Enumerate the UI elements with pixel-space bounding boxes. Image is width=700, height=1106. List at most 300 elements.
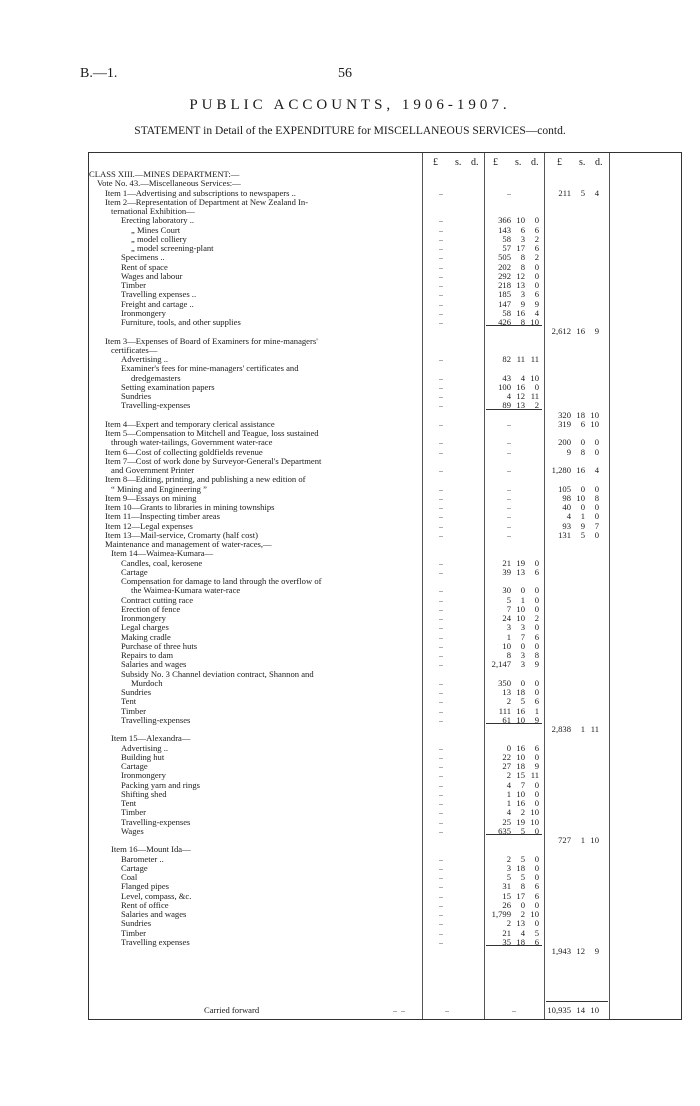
leader-dots: .. (439, 622, 443, 632)
amount-pence: 0 (534, 825, 539, 836)
leader-dots: .. (439, 465, 443, 474)
row-label: Ironmongery (121, 770, 166, 781)
amount-pounds: 43 (502, 372, 511, 383)
row-label: Ironmongery (121, 307, 166, 318)
amount-pence: 4 (594, 187, 599, 198)
row-label: Timber (121, 807, 146, 818)
amount-pounds: 57 (502, 243, 511, 253)
amount-pounds: 10,935 (547, 1005, 571, 1015)
subtotal-rule (486, 723, 542, 724)
row-label: Advertising .. (121, 742, 169, 753)
carried-forward-row (89, 1005, 683, 1015)
amount-pence: 2 (534, 252, 539, 263)
row-label: Flanged pipes (121, 881, 169, 892)
amount-pence: 4 (534, 307, 539, 318)
leader-dots: .. .. (393, 1005, 405, 1014)
amount-shillings: 18 (516, 761, 525, 771)
amount-shillings: 16 (576, 465, 585, 475)
amount-pence: 10 (530, 816, 539, 827)
row-label: Timber (121, 927, 146, 938)
row-label: Sundries (121, 687, 152, 697)
amount-pence: 0 (594, 483, 599, 494)
row-label: Specimens .. (121, 252, 165, 263)
amount-shillings: 0 (580, 437, 585, 448)
leader-dots: .. (439, 918, 443, 928)
row-label: Barometer .. (121, 853, 164, 864)
amount-shillings: 0 (520, 640, 525, 651)
row-label: Building hut (121, 751, 165, 762)
row-label: and Government Printer (111, 465, 195, 475)
amount-shillings: 10 (576, 492, 585, 503)
row-label: CLASS XIII.—MINES DEPARTMENT:— (89, 169, 240, 179)
leader-dots: .. (507, 520, 511, 530)
statement-subtitle: STATEMENT in Detail of the EXPENDITURE for MISCELLANEOUS SERVICES—contd. (134, 125, 566, 137)
row-label: Item 16—Mount Ida— (111, 844, 191, 855)
amount-pence: 0 (534, 603, 539, 614)
leader-dots: .. (439, 437, 443, 447)
leader-dots: .. (439, 418, 443, 428)
amount-pence: 9 (534, 761, 539, 771)
amount-pounds: 185 (498, 289, 511, 300)
amount-pounds: 15 (502, 890, 511, 901)
row-label: Erecting laboratory .. (121, 215, 195, 226)
leader-dots: .. (439, 640, 443, 650)
amount-pence: 6 (534, 890, 539, 901)
leader-dots: .. (439, 511, 443, 521)
row-label: Travelling expenses (121, 936, 190, 947)
amount-shillings: 3 (520, 233, 525, 244)
leader-dots: .. (439, 687, 443, 696)
amount-pence: 2 (534, 233, 539, 244)
row-label: Compensation for damage to land through the overflow of (121, 576, 322, 586)
leader-dots: .. (507, 529, 511, 539)
subtotal-rule (486, 834, 542, 835)
amount-pounds: 1,943 (551, 946, 571, 956)
amount-pounds: 24 (502, 613, 511, 623)
amount-shillings: 16 (516, 742, 525, 753)
leader-dots: .. (439, 354, 443, 363)
row-label: Item 2—Representation of Department at New Zealand In- (105, 196, 309, 207)
leader-dots: .. (439, 557, 443, 567)
amount-pounds: 21 (502, 927, 511, 938)
leader-dots: .. (507, 437, 511, 447)
amount-pounds: 2,147 (491, 659, 511, 670)
amount-pence: 10 (590, 1005, 599, 1015)
leader-dots: .. (439, 825, 443, 835)
amount-pence: 0 (534, 280, 539, 290)
amount-pounds: 89 (502, 400, 511, 411)
amount-pounds: 147 (498, 298, 511, 309)
amount-pence: 10 (590, 418, 599, 429)
amount-pence: 5 (534, 927, 539, 938)
row-label: Cartage (121, 566, 148, 577)
amount-pence: 10 (590, 409, 599, 420)
leader-dots: .. (512, 1005, 516, 1014)
amount-pence: 9 (534, 714, 539, 725)
row-label: Item 14—Waimea-Kumara— (111, 548, 214, 559)
amount-pence: 0 (534, 687, 539, 697)
row-label: Freight and cartage .. (121, 298, 194, 309)
leader-dots: .. (507, 446, 511, 456)
leader-dots: .. (507, 465, 511, 474)
amount-shillings: 8 (520, 317, 525, 327)
amount-shillings: 8 (580, 446, 585, 457)
amount-shillings: 13 (516, 566, 525, 577)
row-label: Level, compass, &c. (121, 890, 192, 901)
amount-pence: 6 (534, 566, 539, 577)
leader-dots: .. (439, 483, 443, 493)
amount-pence: 0 (594, 437, 599, 448)
leader-dots: .. (439, 252, 443, 262)
amount-pence: 6 (534, 881, 539, 892)
row-label: Timber (121, 705, 146, 716)
leader-dots: .. (439, 631, 443, 641)
amount-pounds: 30 (502, 585, 511, 596)
amount-shillings: 1 (520, 594, 525, 605)
amount-shillings: 7 (520, 631, 525, 642)
amount-pounds: 319 (558, 418, 571, 429)
row-label: Item 4—Expert and temporary clerical assistance (105, 418, 275, 429)
amount-shillings: 11 (516, 354, 525, 364)
amount-pounds: 8 (506, 650, 511, 660)
leader-dots: .. (439, 742, 443, 752)
amount-shillings: 6 (580, 418, 585, 429)
row-label: Item 10—Grants to libraries in mining townships (105, 502, 275, 512)
row-label: certificates— (111, 344, 158, 355)
amount-pounds: 292 (498, 270, 511, 281)
expenditure-table (88, 152, 682, 1020)
amount-pounds: 4 (506, 391, 511, 401)
subtotal-rule (486, 325, 542, 326)
leader-dots: .. (439, 881, 443, 891)
leader-dots: .. (439, 761, 443, 770)
leader-dots: .. (439, 243, 443, 252)
amount-pounds: 4 (566, 511, 571, 522)
amount-shillings: 8 (520, 881, 525, 892)
amount-shillings: 3 (520, 289, 525, 300)
amount-pounds: 131 (558, 529, 571, 540)
amount-pounds: 3 (506, 622, 511, 633)
leader-dots: .. (439, 289, 443, 299)
leader-dots: .. (439, 853, 443, 863)
shilling-header: s. (515, 157, 522, 168)
leader-dots: .. (439, 502, 443, 511)
amount-shillings: 18 (516, 862, 525, 873)
row-label: Contract cutting race (121, 594, 194, 605)
leader-dots: .. (439, 233, 443, 243)
amount-pence: 9 (534, 659, 539, 670)
leader-dots: .. (439, 280, 443, 289)
amount-pounds: 100 (498, 381, 511, 392)
amount-pounds: 98 (562, 492, 571, 503)
leader-dots: .. (439, 381, 443, 391)
amount-pence: 11 (530, 770, 539, 781)
row-label: Travelling-expenses (121, 816, 191, 827)
leader-dots: .. (439, 696, 443, 706)
leader-dots: .. (439, 215, 443, 225)
leader-dots: .. (439, 770, 443, 780)
amount-pence: 6 (534, 243, 539, 253)
amount-pence: 10 (530, 909, 539, 919)
amount-shillings: 5 (520, 853, 525, 864)
leader-dots: .. (507, 492, 511, 502)
row-label: Salaries and wages (121, 909, 187, 919)
amount-shillings: 2 (520, 909, 525, 919)
leader-dots: .. (439, 613, 443, 622)
row-label: Examiner's fees for mine-managers' certificates and (121, 363, 299, 374)
amount-pence: 0 (594, 511, 599, 522)
amount-pounds: 4 (506, 779, 511, 790)
amount-pence: 6 (534, 936, 539, 947)
amount-shillings: 9 (520, 298, 525, 309)
amount-pounds: 58 (502, 307, 511, 318)
amount-shillings: 12 (516, 270, 525, 281)
leader-dots: .. (439, 899, 443, 909)
amount-pence: 2 (534, 613, 539, 623)
amount-shillings: 7 (520, 779, 525, 790)
row-label: ternational Exhibition— (111, 206, 195, 216)
amount-shillings: 19 (516, 557, 525, 568)
amount-pounds: 1,280 (551, 465, 571, 475)
amount-pence: 0 (534, 862, 539, 873)
leader-dots: .. (445, 1005, 449, 1014)
amount-shillings: 17 (516, 243, 525, 253)
amount-shillings: 16 (516, 381, 525, 392)
amount-shillings: 19 (516, 816, 525, 827)
leader-dots: .. (507, 418, 511, 428)
amount-pence: 6 (534, 742, 539, 753)
leader-dots: .. (439, 872, 443, 881)
leader-dots: .. (439, 779, 443, 789)
row-label: Travelling-expenses (121, 714, 191, 725)
row-label: Tent (121, 696, 137, 707)
amount-pounds: 505 (498, 252, 511, 263)
row-label: Wages and labour (121, 270, 183, 281)
row-label: Item 3—Expenses of Board of Examiners for mine-managers' (105, 335, 318, 346)
amount-pounds: 0 (506, 742, 511, 753)
row-label: Salaries and wages (121, 659, 187, 670)
leader-dots: .. (439, 372, 443, 382)
amount-shillings: 17 (516, 890, 525, 901)
amount-pounds: 635 (498, 825, 511, 836)
leader-dots: .. (439, 529, 443, 539)
amount-pence: 0 (534, 261, 539, 272)
subtotal-rule (486, 945, 542, 946)
amount-pence: 0 (534, 751, 539, 762)
amount-pounds: 39 (502, 566, 511, 577)
leader-dots: .. (439, 927, 443, 937)
amount-pence: 0 (534, 872, 539, 882)
pence-header: d. (595, 157, 603, 168)
amount-pounds: 93 (562, 520, 571, 531)
amount-pounds: 211 (558, 187, 571, 198)
row-label: through water-tailings, Government water-race (111, 437, 273, 448)
row-label: Subsidy No. 3 Channel deviation contract, Shannon and (121, 668, 314, 679)
amount-shillings: 16 (516, 705, 525, 716)
leader-dots: .. (507, 511, 511, 521)
row-label: Cartage (121, 862, 148, 873)
amount-shillings: 5 (580, 529, 585, 540)
amount-pounds: 727 (558, 835, 571, 845)
amount-pounds: 1 (506, 788, 511, 799)
row-label: Sundries (121, 918, 152, 929)
leader-dots: .. (507, 187, 511, 197)
amount-shillings: 3 (520, 650, 525, 660)
row-label: Item 6—Cost of collecting goldfields revenue (105, 446, 263, 457)
amount-pounds: 2 (506, 770, 511, 781)
amount-pounds: 82 (502, 354, 511, 364)
leader-dots: .. (439, 520, 443, 530)
amount-shillings: 16 (516, 307, 525, 318)
amount-shillings: 0 (520, 585, 525, 596)
amount-shillings: 0 (520, 677, 525, 688)
amount-pence: 9 (594, 946, 599, 956)
leader-dots: .. (439, 317, 443, 326)
leader-dots: .. (439, 890, 443, 900)
amount-shillings: 10 (516, 603, 525, 614)
amount-shillings: 15 (516, 770, 525, 781)
amount-pounds: 13 (502, 687, 511, 697)
row-label: „ model screening-plant (131, 243, 214, 253)
leader-dots: .. (439, 909, 443, 918)
row-label: Tent (121, 798, 137, 808)
amount-shillings: 5 (520, 825, 525, 836)
pound-header: £ (433, 157, 438, 168)
amount-pence: 6 (534, 289, 539, 300)
row-label: Item 5—Compensation to Mitchell and Teague, loss sustained (105, 428, 319, 438)
amount-pence: 0 (594, 446, 599, 457)
row-label: Ironmongery (121, 613, 166, 623)
row-label: Repairs to dam (121, 650, 174, 660)
amount-pence: 9 (534, 298, 539, 309)
row-label: Murdoch (131, 677, 163, 688)
leader-dots: .. (439, 566, 443, 576)
row-label: Purchase of three huts (121, 640, 198, 651)
row-label: Vote No. 43.—Miscellaneous Services:— (97, 178, 241, 189)
amount-shillings: 2 (520, 807, 525, 818)
amount-pence: 0 (534, 918, 539, 929)
amount-shillings: 13 (516, 400, 525, 411)
amount-pence: 11 (530, 391, 539, 401)
amount-shillings: 13 (516, 280, 525, 290)
row-label: “ Mining and Engineering ” (111, 483, 207, 494)
amount-pence: 0 (534, 585, 539, 596)
amount-shillings: 1 (580, 724, 585, 734)
amount-pounds: 366 (498, 215, 511, 226)
row-label: Setting examination papers (121, 381, 215, 392)
amount-shillings: 6 (520, 224, 525, 235)
amount-pence: 11 (590, 724, 599, 734)
amount-pence: 0 (594, 529, 599, 540)
amount-pence: 0 (534, 899, 539, 910)
amount-pounds: 200 (558, 437, 571, 448)
amount-pounds: 111 (498, 705, 511, 716)
carried-forward-amount (544, 1005, 599, 1015)
shilling-header: s. (455, 157, 462, 168)
leader-dots: .. (439, 603, 443, 613)
row-label: dredgemasters (131, 372, 181, 383)
amount-pence: 6 (534, 631, 539, 642)
amount-pounds: 22 (502, 751, 511, 762)
page-number: 56 (338, 66, 352, 81)
leader-dots: .. (439, 936, 443, 946)
leader-dots: .. (507, 483, 511, 493)
amount-pence: 7 (594, 520, 599, 531)
row-label: Packing yarn and rings (121, 779, 200, 790)
row-label: „ model colliery (131, 233, 187, 244)
leader-dots: .. (439, 270, 443, 280)
row-label: Shifting shed (121, 788, 167, 799)
amount-shillings: 0 (580, 483, 585, 494)
leader-dots: .. (439, 751, 443, 761)
amount-pounds: 1 (506, 798, 511, 808)
leader-dots: .. (439, 714, 443, 724)
amount-shillings: 3 (520, 622, 525, 633)
leader-dots: .. (439, 298, 443, 308)
amount-shillings: 1 (580, 835, 585, 845)
amount-pence: 4 (594, 465, 599, 475)
amount-pounds: 26 (502, 899, 511, 910)
row-label: Furniture, tools, and other supplies (121, 317, 241, 327)
leader-dots: .. (439, 798, 443, 807)
shilling-header: s. (579, 157, 586, 168)
leader-dots: .. (439, 788, 443, 798)
row-label: Maintenance and management of water-races,— (105, 539, 272, 549)
leader-dots: .. (439, 594, 443, 604)
amount-pounds: 4 (506, 807, 511, 818)
amount-pence: 11 (530, 354, 539, 364)
pence-header: d. (471, 157, 479, 168)
amount-pounds: 1,799 (491, 909, 511, 919)
amount-pounds: 105 (558, 483, 571, 494)
amount-pounds: 31 (502, 881, 511, 892)
amount-pence: 0 (534, 677, 539, 688)
leader-dots: .. (439, 816, 443, 826)
amount-pence: 0 (534, 381, 539, 392)
amount-pounds: 7 (506, 603, 511, 614)
amount-pence: 10 (530, 317, 539, 327)
amount-shillings: 0 (520, 899, 525, 910)
amount-pounds: 58 (502, 233, 511, 244)
amount-pence: 0 (534, 853, 539, 864)
row-label: Wages (121, 825, 144, 836)
subtotal-rule (486, 409, 542, 410)
row-label: Legal charges (121, 622, 169, 633)
amount-pence: 0 (534, 622, 539, 633)
row-label: Item 1—Advertising and subscriptions to newspapers .. (105, 187, 296, 198)
amount-pounds: 21 (502, 557, 511, 568)
amount-pence: 0 (534, 788, 539, 799)
amount-shillings: 18 (576, 409, 585, 420)
document-reference: B.—1. (80, 66, 118, 81)
row-label: Item 9—Essays on mining (105, 492, 197, 503)
row-label: Item 15—Alexandra— (111, 733, 191, 744)
amount-pence: 10 (530, 372, 539, 383)
row-label: Item 13—Mail-service, Cromarty (half cost) (105, 529, 258, 540)
amount-pounds: 350 (498, 677, 511, 688)
amount-pence: 0 (534, 798, 539, 808)
leader-dots: .. (439, 807, 443, 817)
amount-pounds: 218 (498, 280, 511, 290)
amount-pounds: 5 (506, 594, 511, 605)
row-label: Item 7—Cost of work done by Surveyor-General's Department (105, 455, 322, 466)
row-label: Erection of fence (121, 603, 181, 614)
amount-pounds: 320 (558, 409, 571, 420)
amount-shillings: 0 (580, 502, 585, 512)
amount-pounds: 2,838 (551, 724, 571, 734)
amount-shillings: 8 (520, 261, 525, 272)
amount-shillings: 1 (580, 511, 585, 522)
